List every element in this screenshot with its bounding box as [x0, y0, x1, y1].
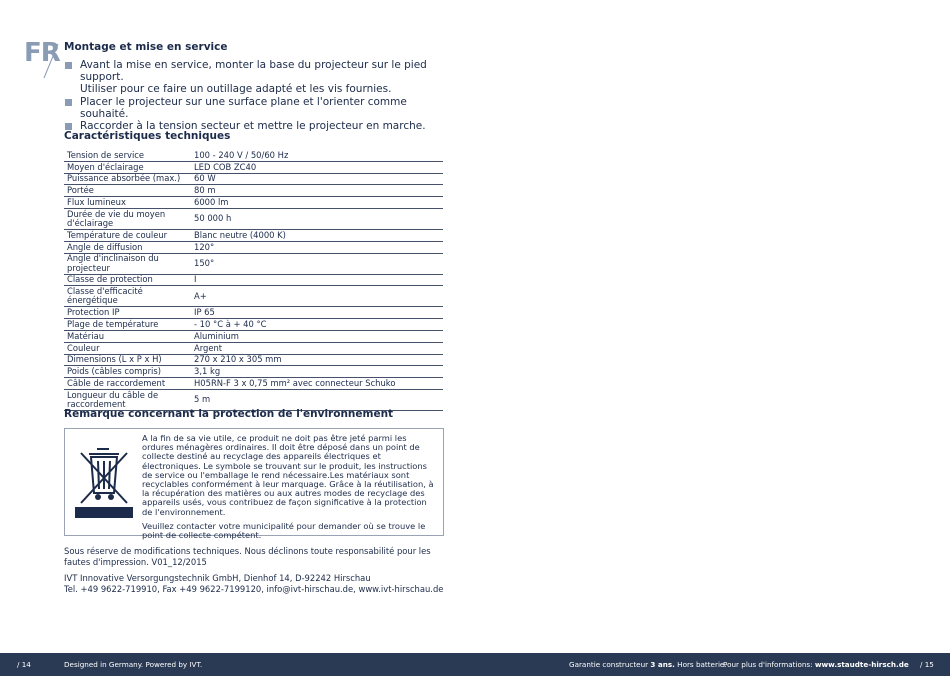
table-row: Matériau Aluminium	[64, 330, 443, 342]
table-row: Température de couleur Blanc neutre (4000 K)	[64, 229, 443, 241]
table-row: Angle d'inclinaison du projecteur 150°	[64, 253, 443, 274]
table-row: Moyen d'éclairage LED COB ZC40	[64, 161, 443, 173]
table-row: Classe de protection I	[64, 274, 443, 286]
table-row: Câble de raccordement H05RN-F 3 x 0,75 mm² avec connecteur Schuko	[64, 378, 443, 390]
page-footer	[0, 653, 950, 676]
bullet-square-icon	[65, 62, 72, 69]
table-row: Puissance absorbée (max.) 60 W	[64, 173, 443, 185]
bullet-continuation: Utiliser pour ce faire un outillage adapté et les vis fournies.	[80, 83, 392, 96]
page-number-left: / 14	[17, 660, 31, 669]
company-contact: Tel. +49 9622-719910, Fax +49 9622-7199120, info@ivt-hirschau.de, www.ivt-hirschau.de	[64, 583, 444, 594]
specs-title: Caractéristiques techniques	[64, 130, 231, 142]
crossed-out-bin-icon	[75, 445, 133, 519]
montage-title: Montage et mise en service	[64, 41, 228, 53]
info-text: Pour plus d'informations: www.staudte-hirsch.de	[723, 660, 909, 669]
table-row: Flux lumineux 6000 lm	[64, 197, 443, 209]
badge-slash-icon	[24, 38, 64, 82]
table-row: Dimensions (L x P x H) 270 x 210 x 305 mm	[64, 354, 443, 366]
environment-notice-box	[64, 428, 444, 541]
environment-paragraph: Veuillez contacter votre municipalité pour demander où se trouve le point de collecte compétent.	[142, 520, 426, 541]
bullet-square-icon	[65, 123, 72, 130]
bullet-item: Placer le projecteur sur une surface plane et l'orienter comme souhaité.	[64, 96, 444, 120]
disclaimer-text: Sous réserve de modifications techniques. Nous déclinons toute responsabilité pour les fautes d'impression. V01_12/2015	[64, 546, 431, 567]
warranty-text: Garantie constructeur 3 ans. Hors batterie.	[569, 660, 727, 669]
table-row: Classe d'efficacité énergétique A+	[64, 286, 443, 307]
website-link[interactable]: www.staudte-hirsch.de	[814, 660, 909, 669]
language-code: FR	[24, 38, 60, 68]
company-info	[64, 573, 449, 594]
bullet-item: Raccorder à la tension secteur et mettre le projecteur en marche.	[64, 120, 444, 132]
environment-text	[142, 434, 438, 545]
bullet-square-icon	[65, 99, 72, 106]
company-address: IVT Innovative Versorgungstechnik GmbH, Dienhof 14, D-92242 Hirschau	[64, 573, 371, 583]
table-row: Couleur Argent	[64, 342, 443, 354]
table-row: Tension de service 100 - 240 V / 50/60 Hz	[64, 150, 443, 161]
page-number-right: / 15	[920, 660, 934, 669]
table-row: Poids (câbles compris) 3,1 kg	[64, 366, 443, 378]
table-row: Plage de température - 10 °C à + 40 °C	[64, 319, 443, 331]
specs-table	[64, 150, 443, 411]
designed-text: Designed in Germany. Powered by IVT.	[64, 660, 203, 669]
language-badge	[24, 38, 64, 82]
table-row: Protection IP IP 65	[64, 307, 443, 319]
table-row: Angle de diffusion 120°	[64, 241, 443, 253]
table-row: Durée de vie du moyen d'éclairage 50 000 h	[64, 208, 443, 229]
environment-paragraph: A la fin de sa vie utile, ce produit ne doit pas être jeté parmi les ordures ménagères ordinaires. Il doit être déposé dans un point de collecte destiné au recyclage des appareils électriques et électroniques. Le symbole se trouvant sur le produit, les instructions de service ou l'emballage le rend nécessaire.Les matériaux sont recyclables conformément à leur marquage. Grâce à la réutilisation, à la récupération des matières ou aux autres modes de recyclage des appareils usés, vous contribuez de façon significative à la protection de l'environnement.	[142, 433, 434, 517]
table-row: Longueur du câble de raccordement 5 m	[64, 389, 443, 410]
bullet-item: Avant la mise en service, monter la base du projecteur sur le pied support.	[64, 59, 444, 83]
environment-title: Remarque concernant la protection de l'environnement	[64, 408, 394, 420]
montage-bullet-list	[64, 59, 444, 132]
table-row: Portée 80 m	[64, 185, 443, 197]
